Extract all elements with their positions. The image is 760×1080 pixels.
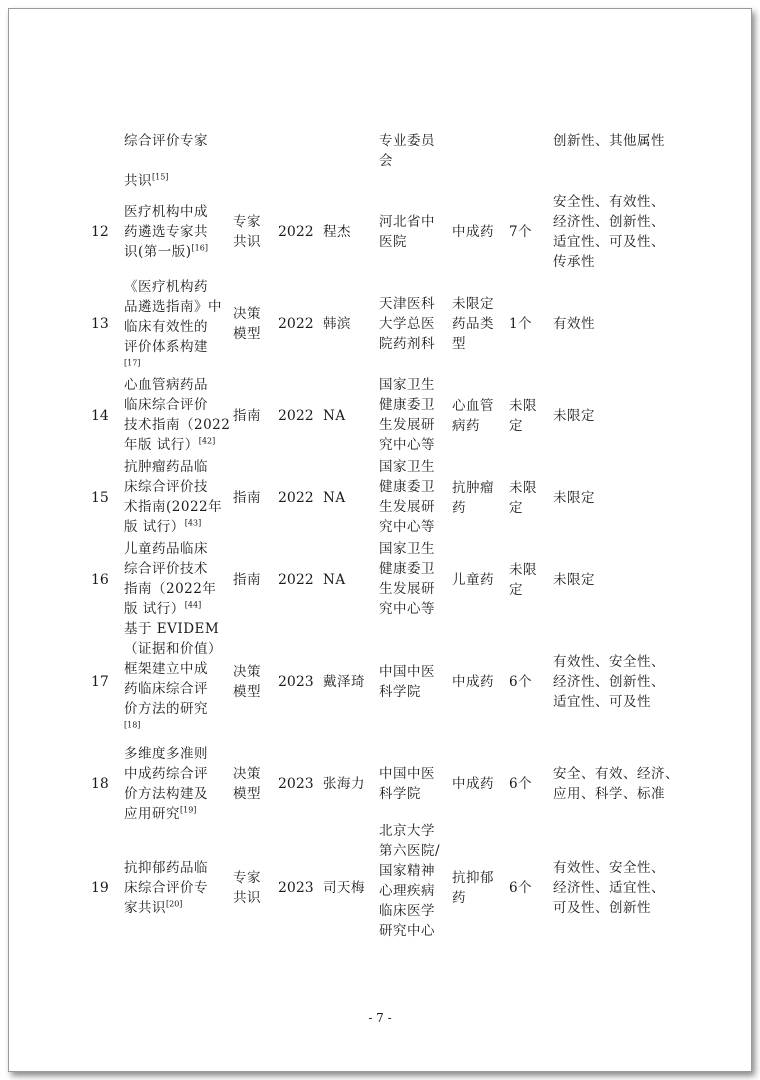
type-cell: 指南 xyxy=(233,408,261,424)
author-cell: 戴泽琦 xyxy=(323,674,365,690)
org-cell: 北京大学 第六医院/ 国家精神 心理疾病 临床医学 研究中心 xyxy=(379,823,441,939)
row-number: 13 xyxy=(91,316,109,332)
scope-cell: 心血管 病药 xyxy=(452,398,494,434)
row-number: 18 xyxy=(91,776,109,792)
org-cell: 专业委员 会 xyxy=(379,133,435,169)
author-cell: 韩滨 xyxy=(323,316,351,332)
scope-cell: 中成药 xyxy=(452,224,494,240)
type-cell: 决策 模型 xyxy=(233,664,261,700)
author-cell: NA xyxy=(323,490,346,506)
org-cell: 国家卫生 健康委卫 生发展研 究中心等 xyxy=(379,459,435,535)
title-cell: 抗肿瘤药品临 床综合评价技 术指南(2022年 版 试行）[43] xyxy=(124,459,223,535)
row-number: 14 xyxy=(91,408,109,424)
scope-cell: 未限定 药品类 型 xyxy=(452,296,494,352)
count-cell: 未限 定 xyxy=(509,562,537,598)
author-cell: 司天梅 xyxy=(323,880,365,896)
year-cell: 2022 xyxy=(278,572,314,588)
title-cell: 心血管病药品 临床综合评价 技术指南（2022 年版 试行）[42] xyxy=(124,377,231,453)
year-cell: 2023 xyxy=(278,776,314,792)
org-cell: 河北省中 医院 xyxy=(379,214,435,250)
title-cell: 抗抑郁药品临 床综合评价专 家共识[20] xyxy=(124,860,208,916)
row-number: 12 xyxy=(91,224,109,240)
year-cell: 2022 xyxy=(278,224,314,240)
title-cell: 《医疗机构药 品遴选指南》中 临床有效性的 评价体系构建 [17] xyxy=(124,279,222,368)
row-number: 16 xyxy=(91,572,109,588)
count-cell: 1个 xyxy=(509,316,533,332)
title-cell: 综合评价专家 共识[15] xyxy=(124,133,208,189)
attrs-cell: 有效性、安全性、 经济性、适宜性、 可及性、创新性 xyxy=(553,860,665,916)
row-number: 15 xyxy=(91,490,109,506)
attrs-cell: 安全性、有效性、 经济性、创新性、 适宜性、可及性、 传承性 xyxy=(553,194,665,270)
count-cell: 6个 xyxy=(509,776,533,792)
author-cell: 程杰 xyxy=(323,224,351,240)
count-cell: 6个 xyxy=(509,880,533,896)
count-cell: 6个 xyxy=(509,674,533,690)
row-number: 19 xyxy=(91,880,109,896)
org-cell: 中国中医 科学院 xyxy=(379,664,435,700)
attrs-cell: 有效性 xyxy=(553,316,595,332)
type-cell: 决策 模型 xyxy=(233,766,261,802)
count-cell: 未限 定 xyxy=(509,480,537,516)
year-cell: 2022 xyxy=(278,316,314,332)
type-cell: 专家 共识 xyxy=(233,214,261,250)
attrs-cell: 未限定 xyxy=(553,572,595,588)
title-cell: 多维度多准则 中成药综合评 价方法构建及 应用研究[19] xyxy=(124,746,208,822)
scope-cell: 中成药 xyxy=(452,674,494,690)
scope-cell: 抗肿瘤 药 xyxy=(452,480,494,516)
year-cell: 2023 xyxy=(278,674,314,690)
count-cell: 未限 定 xyxy=(509,398,537,434)
scope-cell: 中成药 xyxy=(452,776,494,792)
author-cell: NA xyxy=(323,572,346,588)
title-cell: 医疗机构中成 药遴选专家共 识(第一版)[16] xyxy=(124,204,208,260)
org-cell: 国家卫生 健康委卫 生发展研 究中心等 xyxy=(379,377,435,453)
type-cell: 指南 xyxy=(233,572,261,588)
org-cell: 天津医科 大学总医 院药剂科 xyxy=(379,296,435,352)
year-cell: 2022 xyxy=(278,408,314,424)
title-cell: 基于 EVIDEM （证据和价值） 框架建立中成 药临床综合评 价方法的研究 [18] xyxy=(124,621,222,730)
row-number: 17 xyxy=(91,674,109,690)
page-number: - 7 - xyxy=(368,1011,392,1025)
attrs-cell: 未限定 xyxy=(553,408,595,424)
document-page xyxy=(8,8,752,1072)
org-cell: 国家卫生 健康委卫 生发展研 究中心等 xyxy=(379,541,435,617)
type-cell: 决策 模型 xyxy=(233,306,261,342)
year-cell: 2022 xyxy=(278,490,314,506)
author-cell: 张海力 xyxy=(323,776,365,792)
type-cell: 专家 共识 xyxy=(233,870,261,906)
attrs-cell: 创新性、其他属性 xyxy=(553,133,665,149)
title-cell: 儿童药品临床 综合评价技术 指南（2022年 版 试行）[44] xyxy=(124,541,217,617)
scope-cell: 儿童药 xyxy=(452,572,494,588)
type-cell: 指南 xyxy=(233,490,261,506)
author-cell: NA xyxy=(323,408,346,424)
attrs-cell: 安全、有效、经济、 应用、科学、标准 xyxy=(553,766,679,802)
count-cell: 7个 xyxy=(509,224,533,240)
attrs-cell: 未限定 xyxy=(553,490,595,506)
scope-cell: 抗抑郁 药 xyxy=(452,870,494,906)
year-cell: 2023 xyxy=(278,880,314,896)
org-cell: 中国中医 科学院 xyxy=(379,766,435,802)
attrs-cell: 有效性、安全性、 经济性、创新性、 适宜性、可及性 xyxy=(553,654,665,710)
